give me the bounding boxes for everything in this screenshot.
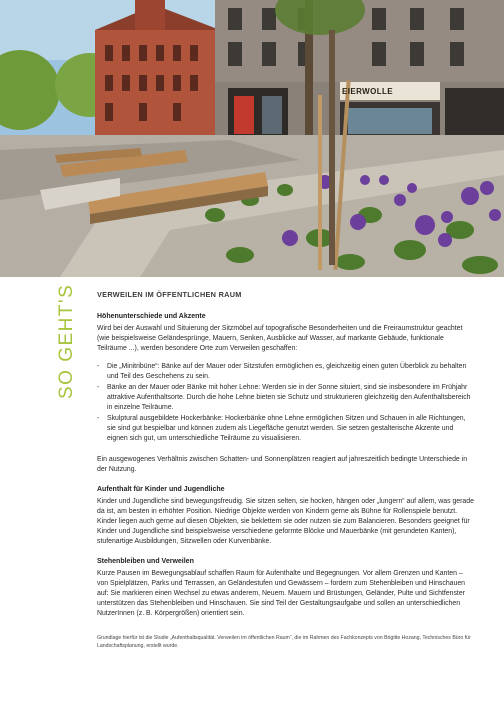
section-title: VERWEILEN IM ÖFFENTLICHEN RAUM: [97, 290, 242, 299]
heading-kinder-jugendliche: Aufenthalt für Kinder und Jugendliche: [97, 486, 225, 493]
heading-hoehenunterschiede: Höhenunterschiede und Akzente: [97, 313, 206, 320]
street-seating-photo: [0, 0, 504, 277]
kinder-paragraph: Kinder und Jugendliche sind bewegungsfreudig. Sie sitzen selten, sie hocken, hängen oder „lungern“ auf allem, was gerade da ist, am besten in erhöhter Position. Niedrige Objekte werden von Kindern gerne als Bühne für Rollenspiele benutzt. Kinder liegen auch gerne auf diesen Objekten, sie beklettern sie oder nutzen sie zum Balancieren. Besonders geeignet für Kinder und Jugendliche sind beispielsweise verschiedene geformte Blöcke und Mauerbänke (mit gerundeten Kanten), stufenartige Ausbildungen, Sitzwellen oder Kurvenbänke.: [97, 498, 474, 545]
stehenbleiben-paragraph: Kurze Pausen im Bewegungsablauf schaffen Raum für Aufenthalte und Begegnungen. Vor allem Grenzen und Kanten – von Spielplätzen, Parks und Terrassen, an Geländestufen und Gewässern – fordern zum Stehenbleiben und Hinschauen auf: Sie markieren einen Wechsel zu etwas anderem, Neuem. Mauern und Brüstungen, Geländer, Pulte und Sichtfenster unterstützen das Stehenbleiben und Hinschauen. Sie sind Teil der Gestaltungsaufgabe und sollen an unterschiedlichen NutzerInnen (z. B. Körpergrößen) orientiert sein.: [97, 570, 465, 617]
shop-sign: EIERWOLLE: [342, 87, 394, 96]
bullet-list: [97, 362, 475, 444]
list-item: - Die „Minitribüne“: Bänke auf der Mauer oder Sitzstufen ermöglichen es, gleichzeitig einen guten Überblick zu behalten und Teil des Geschehens zu sein.: [97, 362, 475, 382]
intro-paragraph: Wird bei der Auswahl und Situierung der Sitzmöbel auf topografische Besonderheiten und die Freiraumstruktur geachtet (wie beispielsweise Geländesprünge, Mauern, Senken, Ausblicke auf Wasser, auf markante Gebäude, funktionale Teilräume ...), werden besondere Orte zum Verweilen geschaffen:: [97, 325, 463, 352]
list-item: - Skulptural ausgebildete Hockerbänke: Hockerbänke ohne Lehne ermöglichen Sitzen und Schauen in alle Richtungen, sie sind gut bespielbar und können zudem als Liegefläche genutzt werden. Sie setzen gestalterische Akzente und eignen sich gut, um unterschiedliche Teilräume zu visualisieren.: [97, 414, 475, 444]
footnote: Grundlage hierfür ist die Studie „Aufenthaltsqualität. Verweilen im öffentlichen Raum“, die im Rahmen des Fachkonzepts von Brigitte Hozang, Technisches Büro für Landschaftsplanung, erstellt wurde.: [97, 635, 471, 649]
side-label: SO GEHT'S: [56, 283, 77, 399]
article-body: [97, 290, 475, 650]
list-item: - Bänke an der Mauer oder Bänke mit hoher Lehne: Werden sie in der Sonne situiert, sind sie insbesondere im Frühjahr attraktive Aufenthaltsorte. Durch die hohe Lehne bieten sie Schutz und strukturieren gleichzeitig den Aufenthaltsbereich in einzelne Teilräume.: [97, 383, 475, 413]
closing-paragraph: Ein ausgewogenes Verhältnis zwischen Schatten- und Sonnenplätzen reagiert auf jahreszeitlich bedingte Unterschiede in der Nutzung.: [97, 456, 468, 473]
heading-stehenbleiben: Stehenbleiben und Verweilen: [97, 558, 194, 565]
